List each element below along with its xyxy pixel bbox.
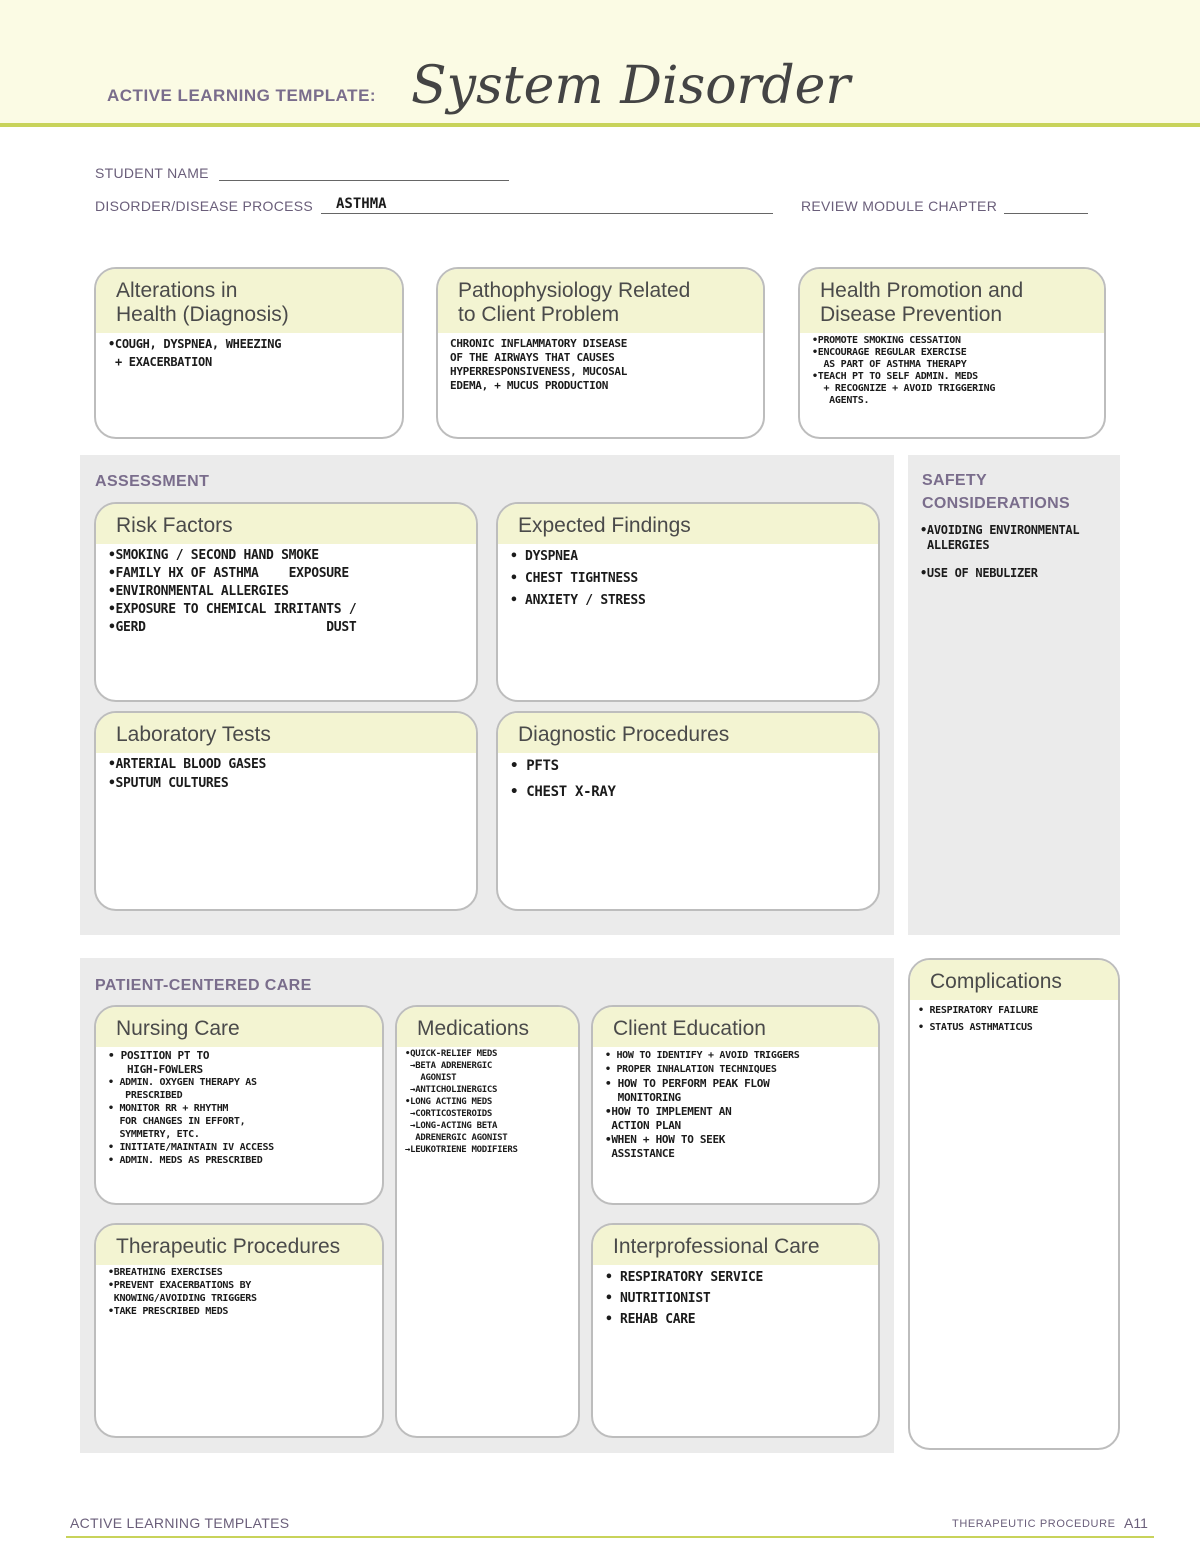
risk-factor-line: •FAMILY HX OF ASTHMA EXPOSURE xyxy=(108,566,349,581)
client-education-line: • HOW TO IDENTIFY + AVOID TRIGGERS xyxy=(605,1050,800,1061)
nursing-care-line: PRESCRIBED xyxy=(108,1090,183,1101)
safety-line: •USE OF NEBULIZER xyxy=(920,566,1038,580)
laboratory-tests-title: Laboratory Tests xyxy=(96,713,476,753)
nursing-care-line: • ADMIN. MEDS AS PRESCRIBED xyxy=(108,1155,263,1166)
safety-label-line: CONSIDERATIONS xyxy=(922,495,1070,512)
review-module-field[interactable] xyxy=(801,198,1088,214)
patient-centered-care-label: PATIENT-CENTERED CARE xyxy=(95,977,312,994)
interprofessional-care-line: • RESPIRATORY SERVICE xyxy=(605,1270,764,1285)
alterations-body xyxy=(96,333,402,377)
expected-findings-card xyxy=(496,502,880,702)
medication-line: AGONIST xyxy=(405,1073,457,1083)
nursing-care-line: • MONITOR RR + RHYTHM xyxy=(108,1103,229,1114)
health-promotion-line: •PROMOTE SMOKING CESSATION xyxy=(812,335,961,346)
client-education-line: ACTION PLAN xyxy=(605,1119,681,1132)
nursing-care-line: • ADMIN. OXYGEN THERAPY AS xyxy=(108,1077,257,1088)
alterations-line: + EXACERBATION xyxy=(108,355,212,369)
health-promotion-line: + RECOGNIZE + AVOID TRIGGERING xyxy=(812,383,996,394)
laboratory-test-line: •ARTERIAL BLOOD GASES xyxy=(108,757,267,772)
pathophysiology-body xyxy=(438,333,763,397)
risk-factor-line: •GERD DUST xyxy=(108,620,357,635)
nursing-care-body xyxy=(96,1047,382,1172)
assessment-label: ASSESSMENT xyxy=(95,473,210,490)
therapeutic-procedure-line: •PREVENT EXACERBATIONS BY xyxy=(108,1280,252,1291)
complications-card xyxy=(908,958,1120,1450)
complications-title: Complications xyxy=(910,960,1118,1000)
risk-factors-card xyxy=(94,502,478,702)
footer-right-label: THERAPEUTIC PROCEDURE xyxy=(952,1518,1116,1530)
disorder-field[interactable] xyxy=(95,198,773,214)
safety-line: ALLERGIES xyxy=(920,538,990,552)
medication-line: →LEUKOTRIENE MODIFIERS xyxy=(405,1145,518,1155)
footer-page-code: A11 xyxy=(1124,1515,1148,1531)
pathophysiology-line: CHRONIC INFLAMMATORY DISEASE xyxy=(450,337,628,350)
disorder-label: DISORDER/DISEASE PROCESS xyxy=(95,198,314,214)
client-education-line: • HOW TO PERFORM PEAK FLOW xyxy=(605,1077,770,1090)
nursing-care-line: FOR CHANGES IN EFFORT, xyxy=(108,1116,246,1127)
therapeutic-procedure-line: •TAKE PRESCRIBED MEDS xyxy=(108,1306,229,1317)
client-education-line: MONITORING xyxy=(605,1091,681,1104)
complication-line: • RESPIRATORY FAILURE xyxy=(918,1005,1039,1016)
interprofessional-care-card xyxy=(591,1223,880,1438)
laboratory-tests-card xyxy=(94,711,478,911)
interprofessional-care-title: Interprofessional Care xyxy=(593,1225,878,1265)
health-promotion-line: AS PART OF ASTHMA THERAPY xyxy=(812,359,967,370)
complication-line: • STATUS ASTHMATICUS xyxy=(918,1022,1033,1033)
medication-line: →CORTICOSTEROIDS xyxy=(405,1109,493,1119)
review-module-blank[interactable] xyxy=(1004,199,1088,214)
client-education-card xyxy=(591,1005,880,1205)
expected-finding-line: • CHEST TIGHTNESS xyxy=(510,571,638,586)
header-rule xyxy=(0,123,1200,127)
safety-body xyxy=(908,523,1120,580)
pathophysiology-title: Pathophysiology Related to Client Problem xyxy=(438,269,763,333)
therapeutic-procedures-title: Therapeutic Procedures xyxy=(96,1225,382,1265)
risk-factor-line: •SMOKING / SECOND HAND SMOKE xyxy=(108,548,319,563)
therapeutic-procedures-body xyxy=(96,1265,382,1323)
risk-factors-body xyxy=(96,544,476,642)
expected-finding-line: • ANXIETY / STRESS xyxy=(510,593,646,608)
therapeutic-procedure-line: KNOWING/AVOIDING TRIGGERS xyxy=(108,1293,257,1304)
health-promotion-title: Health Promotion and Disease Prevention xyxy=(800,269,1104,333)
medication-line: →LONG-ACTING BETA xyxy=(405,1121,498,1131)
medications-card xyxy=(395,1005,580,1438)
alterations-line: •COUGH, DYSPNEA, WHEEZING xyxy=(108,337,282,351)
medication-line: →BETA ADRENERGIC xyxy=(405,1061,493,1071)
disorder-blank[interactable] xyxy=(321,199,773,214)
expected-findings-body xyxy=(498,544,878,618)
health-promotion-line: AGENTS. xyxy=(812,395,870,406)
pathophysiology-card xyxy=(436,267,765,439)
interprofessional-care-line: • NUTRITIONIST xyxy=(605,1291,711,1306)
health-promotion-line: •ENCOURAGE REGULAR EXERCISE xyxy=(812,347,967,358)
expected-findings-title: Expected Findings xyxy=(498,504,878,544)
pathophysiology-line: HYPERRESPONSIVENESS, MUCOSAL xyxy=(450,365,628,378)
safety-panel xyxy=(908,455,1120,935)
client-education-line: • PROPER INHALATION TECHNIQUES xyxy=(605,1064,777,1075)
interprofessional-care-body xyxy=(593,1265,878,1336)
nursing-care-line: HIGH-FOWLERS xyxy=(108,1063,203,1076)
medication-line: •QUICK-RELIEF MEDS xyxy=(405,1049,498,1059)
student-name-label: STUDENT NAME xyxy=(95,165,209,181)
health-promotion-body xyxy=(800,333,1104,411)
health-promotion-card xyxy=(798,267,1106,439)
footer-left-label: ACTIVE LEARNING TEMPLATES xyxy=(70,1515,290,1531)
nursing-care-title: Nursing Care xyxy=(96,1007,382,1047)
health-promotion-line: •TEACH PT TO SELF ADMIN. MEDS xyxy=(812,371,978,382)
nursing-care-line: SYMMETRY, ETC. xyxy=(108,1129,200,1140)
diagnostic-procedure-line: • CHEST X-RAY xyxy=(510,784,616,800)
expected-finding-line: • DYSPNEA xyxy=(510,549,578,564)
review-module-label: REVIEW MODULE CHAPTER xyxy=(801,198,998,214)
pathophysiology-line: OF THE AIRWAYS THAT CAUSES xyxy=(450,351,615,364)
safety-label-line: SAFETY xyxy=(922,472,987,489)
diagnostic-procedure-line: • PFTS xyxy=(510,758,559,774)
nursing-care-line: • POSITION PT TO xyxy=(108,1049,210,1062)
medications-body xyxy=(397,1047,578,1159)
nursing-care-line: • INITIATE/MAINTAIN IV ACCESS xyxy=(108,1142,274,1153)
client-education-line: ASSISTANCE xyxy=(605,1147,675,1160)
template-prefix: ACTIVE LEARNING TEMPLATE: xyxy=(107,86,377,105)
therapeutic-procedure-line: •BREATHING EXERCISES xyxy=(108,1267,223,1278)
medication-line: •LONG ACTING MEDS xyxy=(405,1097,493,1107)
diagnostic-procedures-body xyxy=(498,753,878,813)
risk-factor-line: •EXPOSURE TO CHEMICAL IRRITANTS / xyxy=(108,602,357,617)
template-title: System Disorder xyxy=(411,56,851,116)
complications-body xyxy=(910,1000,1118,1042)
laboratory-test-line: •SPUTUM CULTURES xyxy=(108,776,229,791)
safety-line: •AVOIDING ENVIRONMENTAL xyxy=(920,523,1080,537)
medication-line: →ANTICHOLINERGICS xyxy=(405,1085,498,1095)
alterations-card xyxy=(94,267,404,439)
client-education-line: •WHEN + HOW TO SEEK xyxy=(605,1133,726,1146)
laboratory-tests-body xyxy=(96,753,476,799)
safety-label xyxy=(908,455,1120,523)
footer-rule xyxy=(66,1536,1154,1538)
student-name-field[interactable] xyxy=(95,165,509,181)
risk-factors-title: Risk Factors xyxy=(96,504,476,544)
medication-line: ADRENERGIC AGONIST xyxy=(405,1133,508,1143)
diagnostic-procedures-card xyxy=(496,711,880,911)
pathophysiology-line: EDEMA, + MUCUS PRODUCTION xyxy=(450,379,609,392)
therapeutic-procedures-card xyxy=(94,1223,384,1438)
student-name-blank[interactable] xyxy=(219,166,509,181)
client-education-title: Client Education xyxy=(593,1007,878,1047)
alterations-title: Alterations in Health (Diagnosis) xyxy=(96,269,402,333)
risk-factor-line: •ENVIRONMENTAL ALLERGIES xyxy=(108,584,289,599)
client-education-line: •HOW TO IMPLEMENT AN xyxy=(605,1105,732,1118)
nursing-care-card xyxy=(94,1005,384,1205)
disorder-value: ASTHMA xyxy=(336,196,387,212)
medications-title: Medications xyxy=(397,1007,578,1047)
client-education-body xyxy=(593,1047,878,1163)
diagnostic-procedures-title: Diagnostic Procedures xyxy=(498,713,878,753)
interprofessional-care-line: • REHAB CARE xyxy=(605,1312,696,1327)
